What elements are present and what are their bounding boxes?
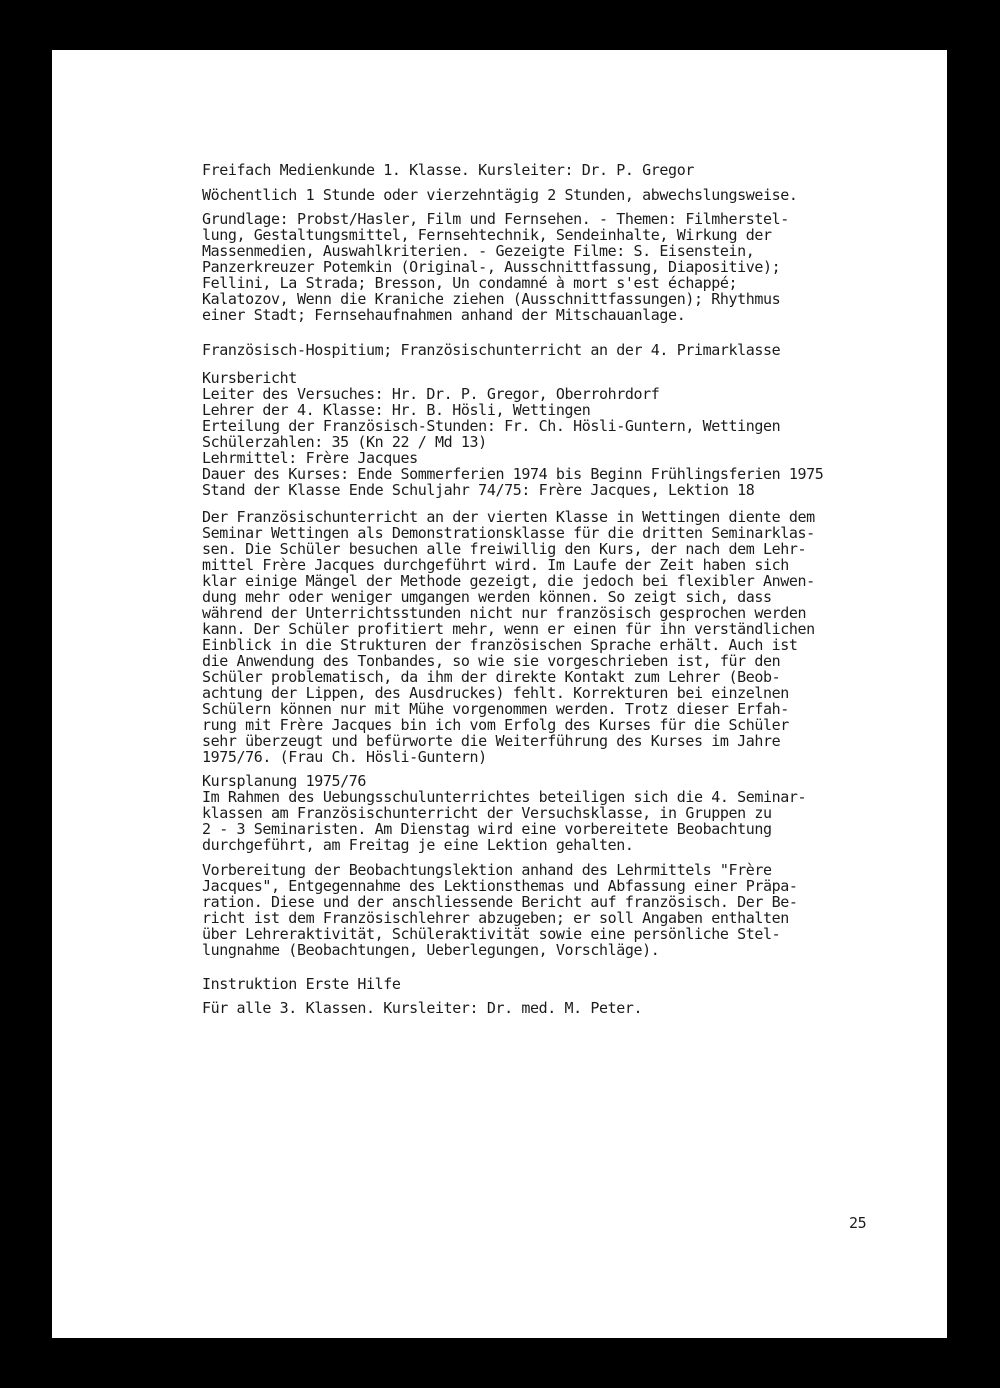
text-line: Jacques", Entgegennahme des Lektionsthemas und Abfassung einer Präpa-	[202, 877, 798, 895]
text-line: klar einige Mängel der Methode gezeigt, die jedoch bei flexibler Anwen-	[202, 572, 815, 590]
text-line: Kursplanung 1975/76	[202, 772, 366, 790]
text-line: mittel Frère Jacques durchgeführt wird. Im Laufe der Zeit haben sich	[202, 556, 789, 574]
text-line: richt ist dem Französischlehrer abzugeben; er soll Angaben enthalten	[202, 909, 789, 927]
text-line: Freifach Medienkunde 1. Klasse. Kursleiter: Dr. P. Gregor	[202, 161, 694, 179]
text-line: über Lehreraktivität, Schüleraktivität sowie eine persönliche Stel-	[202, 925, 781, 943]
text-line: Grundlage: Probst/Hasler, Film und Fernsehen. - Themen: Filmherstel-	[202, 210, 789, 228]
text-line: Der Französischunterricht an der vierten Klasse in Wettingen diente dem	[202, 508, 815, 526]
kursbericht-facts	[202, 370, 823, 498]
text-line: Panzerkreuzer Potemkin (Original-, Ausschnittfassung, Diapositive);	[202, 258, 781, 276]
text-line: Dauer des Kurses: Ende Sommerferien 1974 bis Beginn Frühlingsferien 1975	[202, 465, 824, 483]
erste-hilfe-info	[202, 1000, 642, 1016]
text-line: 1975/76. (Frau Ch. Hösli-Guntern)	[202, 748, 487, 766]
beobachtungslektion	[202, 862, 798, 958]
text-line: ration. Diese und der anschliessende Bericht auf französisch. Der Be-	[202, 893, 798, 911]
kursbericht-report	[202, 509, 815, 765]
text-line: lungnahme (Beobachtungen, Ueberlegungen, Vorschläge).	[202, 941, 660, 959]
text-line: Massenmedien, Auswahlkriterien. - Gezeigte Filme: S. Eisenstein,	[202, 242, 755, 260]
text-line: sen. Die Schüler besuchen alle freiwillig den Kurs, der nach dem Lehr-	[202, 540, 807, 558]
text-line: Schüler problematisch, da ihm der direkte Kontakt zum Lehrer (Beob-	[202, 668, 781, 686]
text-line: dung mehr oder weniger umgangen werden können. So zeigt sich, dass	[202, 588, 772, 606]
text-line: Im Rahmen des Uebungsschulunterrichtes beteiligen sich die 4. Seminar-	[202, 788, 807, 806]
text-line: Für alle 3. Klassen. Kursleiter: Dr. med. M. Peter.	[202, 999, 643, 1017]
text-line: Instruktion Erste Hilfe	[202, 975, 401, 993]
text-line: Stand der Klasse Ende Schuljahr 74/75: Frère Jacques, Lektion 18	[202, 481, 755, 499]
text-line: Wöchentlich 1 Stunde oder vierzehntägig 2 Stunden, abwechslungsweise.	[202, 186, 798, 204]
text-line: Vorbereitung der Beobachtungslektion anhand des Lehrmittels "Frère	[202, 861, 772, 879]
text-line: Fellini, La Strada; Bresson, Un condamné à mort s'est échappé;	[202, 274, 738, 292]
text-line: lung, Gestaltungsmittel, Fernsehtechnik, Sendeinhalte, Wirkung der	[202, 226, 772, 244]
text-line: Kalatozov, Wenn die Kraniche ziehen (Ausschnittfassungen); Rhythmus	[202, 290, 781, 308]
text-line: während der Unterrichtsstunden nicht nur französisch gesprochen werden	[202, 604, 807, 622]
page-number: 25	[849, 1214, 867, 1232]
document-page	[52, 50, 947, 1338]
text-line: die Anwendung des Tonbandes, so wie sie vorgeschrieben ist, für den	[202, 652, 781, 670]
text-line: Einblick in die Strukturen der französischen Sprache erhält. Auch ist	[202, 636, 798, 654]
text-line: Lehrmittel: Frère Jacques	[202, 449, 418, 467]
text-line: einer Stadt; Fernsehaufnahmen anhand der Mitschauanlage.	[202, 306, 686, 324]
hospitium-title	[202, 342, 780, 358]
text-line: achtung der Lippen, des Ausdruckes) fehlt. Korrekturen bei einzelnen	[202, 684, 789, 702]
text-line: 2 - 3 Seminaristen. Am Dienstag wird eine vorbereitete Beobachtung	[202, 820, 772, 838]
text-line: kann. Der Schüler profitiert mehr, wenn er einen für ihn verständlichen	[202, 620, 815, 638]
text-line: Seminar Wettingen als Demonstrationsklasse für die dritten Seminarklas-	[202, 524, 815, 542]
text-line: Lehrer der 4. Klasse: Hr. B. Hösli, Wettingen	[202, 401, 591, 419]
text-line: Französisch-Hospitium; Französischunterricht an der 4. Primarklasse	[202, 341, 781, 359]
text-line: rung mit Frère Jacques bin ich vom Erfolg des Kurses für die Schüler	[202, 716, 789, 734]
text-line: durchgeführt, am Freitag je eine Lektion gehalten.	[202, 836, 634, 854]
text-line: Schülern können nur mit Mühe vorgenommen werden. Trotz dieser Erfah-	[202, 700, 789, 718]
medienkunde-description	[202, 211, 789, 323]
text-line: Schülerzahlen: 35 (Kn 22 / Md 13)	[202, 433, 487, 451]
text-line: klassen am Französischunterricht der Versuchsklasse, in Gruppen zu	[202, 804, 772, 822]
medienkunde-title	[202, 162, 694, 178]
text-line: Erteilung der Französisch-Stunden: Fr. Ch. Hösli-Guntern, Wettingen	[202, 417, 781, 435]
erste-hilfe-title	[202, 976, 401, 992]
medienkunde-schedule	[202, 187, 798, 203]
text-line: sehr überzeugt und befürworte die Weiterführung des Kurses im Jahre	[202, 732, 781, 750]
kursplanung	[202, 773, 806, 853]
text-line: Kursbericht	[202, 369, 297, 387]
text-line: Leiter des Versuches: Hr. Dr. P. Gregor, Oberrohrdorf	[202, 385, 660, 403]
